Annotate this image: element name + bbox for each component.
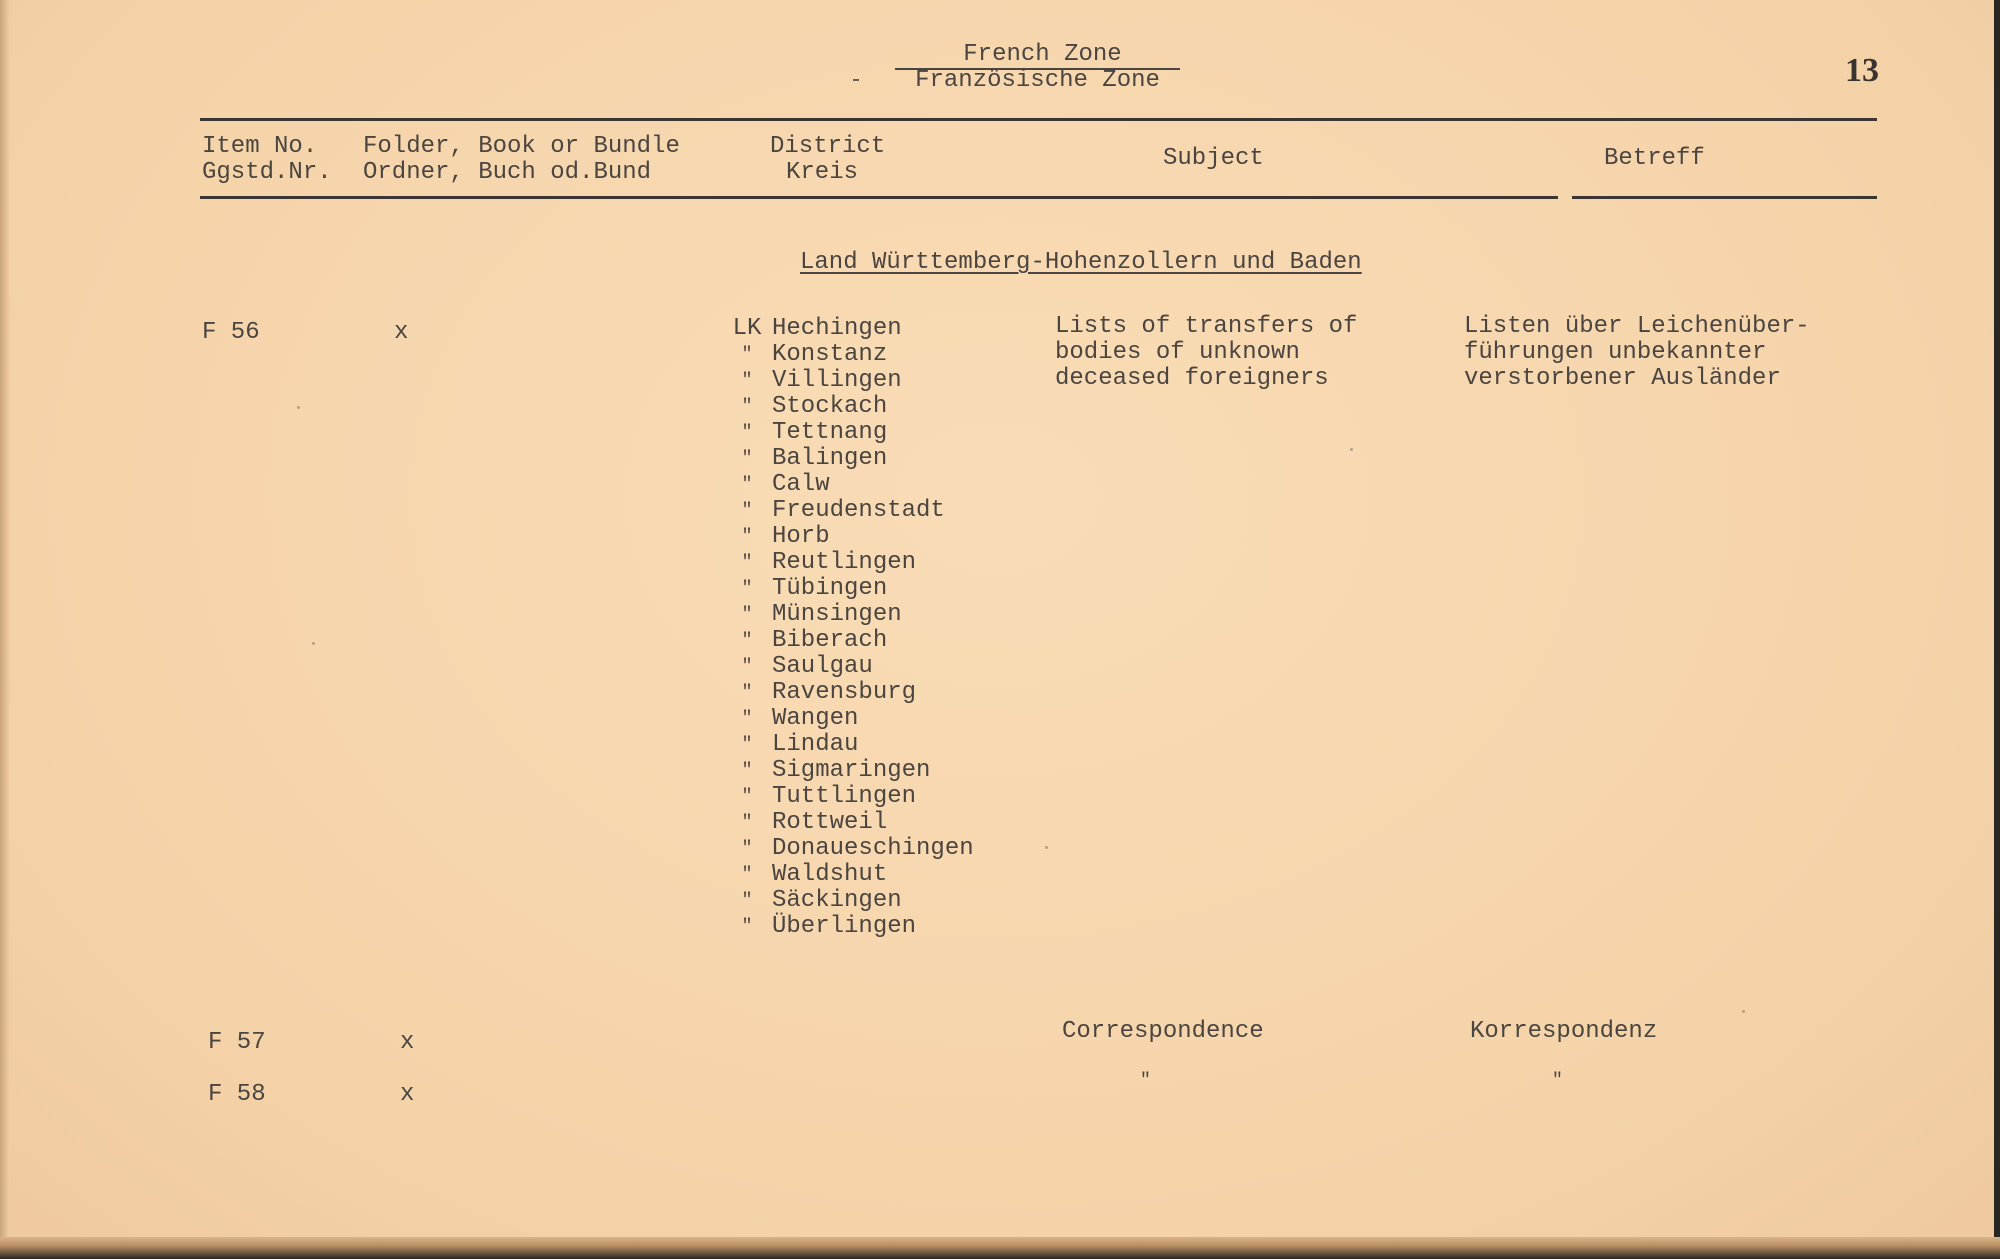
entry-subject-line: bodies of unknown [1055,339,1300,366]
ditto-mark: " [741,423,753,443]
column-header-betreff: Betreff [1604,145,1705,172]
district-item [722,758,974,784]
ditto-mark: " [741,371,753,391]
district-item [722,472,974,498]
district-item [722,654,974,680]
district-name: Stockach [772,393,888,420]
ditto-mark: " [741,527,753,547]
district-item [722,784,974,810]
ditto-mark: " [741,709,753,729]
district-item [722,446,974,472]
entry-subject-ditto: " [1140,1071,1151,1091]
district-name: Saulgau [772,653,873,680]
ditto-mark: " [741,735,753,755]
district-name: Waldshut [772,861,888,888]
ditto-mark: " [741,917,753,937]
district-item [722,342,974,368]
paper-speck [297,406,300,409]
header-bottom-rule-right [1572,196,1877,199]
header-bottom-rule-left [200,196,1558,199]
district-name: Reutlingen [772,549,917,576]
ditto-mark: " [741,657,753,677]
paper-speck [1045,846,1048,849]
district-item [722,420,974,446]
district-name: Konstanz [772,341,888,368]
district-item [722,706,974,732]
district-name: Freudenstadt [772,497,945,524]
entry-subject: Correspondence [1062,1018,1264,1045]
ditto-mark: " [741,865,753,885]
entry-item-number: F 56 [202,319,260,346]
section-title: Land Württemberg-Hohenzollern und Baden [800,249,1362,276]
district-name: Tübingen [772,575,888,602]
district-item [722,394,974,420]
entry-subject-line: Lists of transfers of [1055,313,1358,340]
district-name: Ravensburg [772,679,917,706]
district-name: Sigmaringen [772,757,931,784]
ditto-mark: " [741,761,753,781]
ditto-mark: " [741,475,753,495]
district-item [722,498,974,524]
page-edge [0,0,10,1245]
district-name: Rottweil [772,809,888,836]
entry-betreff-line: verstorbener Ausländer [1464,365,1781,392]
entry-betreff-line: führungen unbekannter [1464,339,1767,366]
column-header-district-en: District [770,133,886,160]
district-item [722,602,974,628]
district-item [722,368,974,394]
entry-subject-line: deceased foreigners [1055,365,1329,392]
district-item [722,680,974,706]
entry-betreff: Korrespondenz [1470,1018,1658,1045]
ditto-mark: " [741,787,753,807]
district-item [722,862,974,888]
district-name: Villingen [772,367,902,394]
header-top-rule [200,118,1877,121]
column-header-folder-en: Folder, Book or Bundle [363,133,680,160]
district-name: Balingen [772,445,888,472]
entry-folder-mark: x [400,1029,415,1056]
stray-mark [853,79,859,81]
zone-subtitle: Französische Zone [915,67,1160,94]
page-stack-edge [0,1237,2000,1259]
district-item [722,576,974,602]
column-header-subject: Subject [1163,145,1264,172]
entry-betreff-ditto: " [1552,1071,1563,1091]
entry-folder-mark: x [400,1081,415,1108]
district-item [722,914,974,940]
district-name: Tuttlingen [772,783,917,810]
district-name: Säckingen [772,887,902,914]
district-item [722,888,974,914]
district-item [722,524,974,550]
district-name: Biberach [772,627,888,654]
district-name: Überlingen [772,913,917,940]
ditto-mark: " [741,631,753,651]
paper-speck [1742,1010,1745,1013]
district-name: Hechingen [772,315,902,342]
entry-betreff-line: Listen über Leichenüber- [1464,313,1810,340]
district-item [722,732,974,758]
district-list [722,316,974,940]
ditto-mark: " [741,839,753,859]
paper-speck [1350,448,1353,451]
entry-folder-mark: x [394,319,409,346]
district-name: Tettnang [772,419,888,446]
ditto-mark: " [741,683,753,703]
entry-item-number: F 57 [208,1029,266,1056]
district-name: Calw [772,471,830,498]
column-header-item-en: Item No. [202,133,318,160]
ditto-mark: " [741,891,753,911]
ditto-mark: " [741,449,753,469]
district-item [722,628,974,654]
district-name: Münsingen [772,601,902,628]
district-item [722,810,974,836]
district-item [722,316,974,342]
paper-speck [312,642,315,645]
column-header-folder-de: Ordner, Buch od.Bund [363,159,652,186]
ditto-mark: " [741,501,753,521]
ditto-mark: " [741,345,753,365]
district-name: Wangen [772,705,859,732]
district-name: Lindau [772,731,859,758]
district-item [722,836,974,862]
ditto-mark: " [741,579,753,599]
ditto-mark: " [741,397,753,417]
district-name: Donaueschingen [772,835,974,862]
district-item [722,550,974,576]
column-header-district-de: Kreis [786,159,859,186]
ditto-mark: " [741,813,753,833]
district-type-prefix: LK [732,315,762,342]
district-name: Horb [772,523,830,550]
column-header-item-de: Ggstd.Nr. [202,159,332,186]
entry-item-number: F 58 [208,1081,266,1108]
ditto-mark: " [741,553,753,573]
page-number: 13 [1845,52,1879,89]
zone-title: French Zone [963,41,1122,68]
ditto-mark: " [741,605,753,625]
